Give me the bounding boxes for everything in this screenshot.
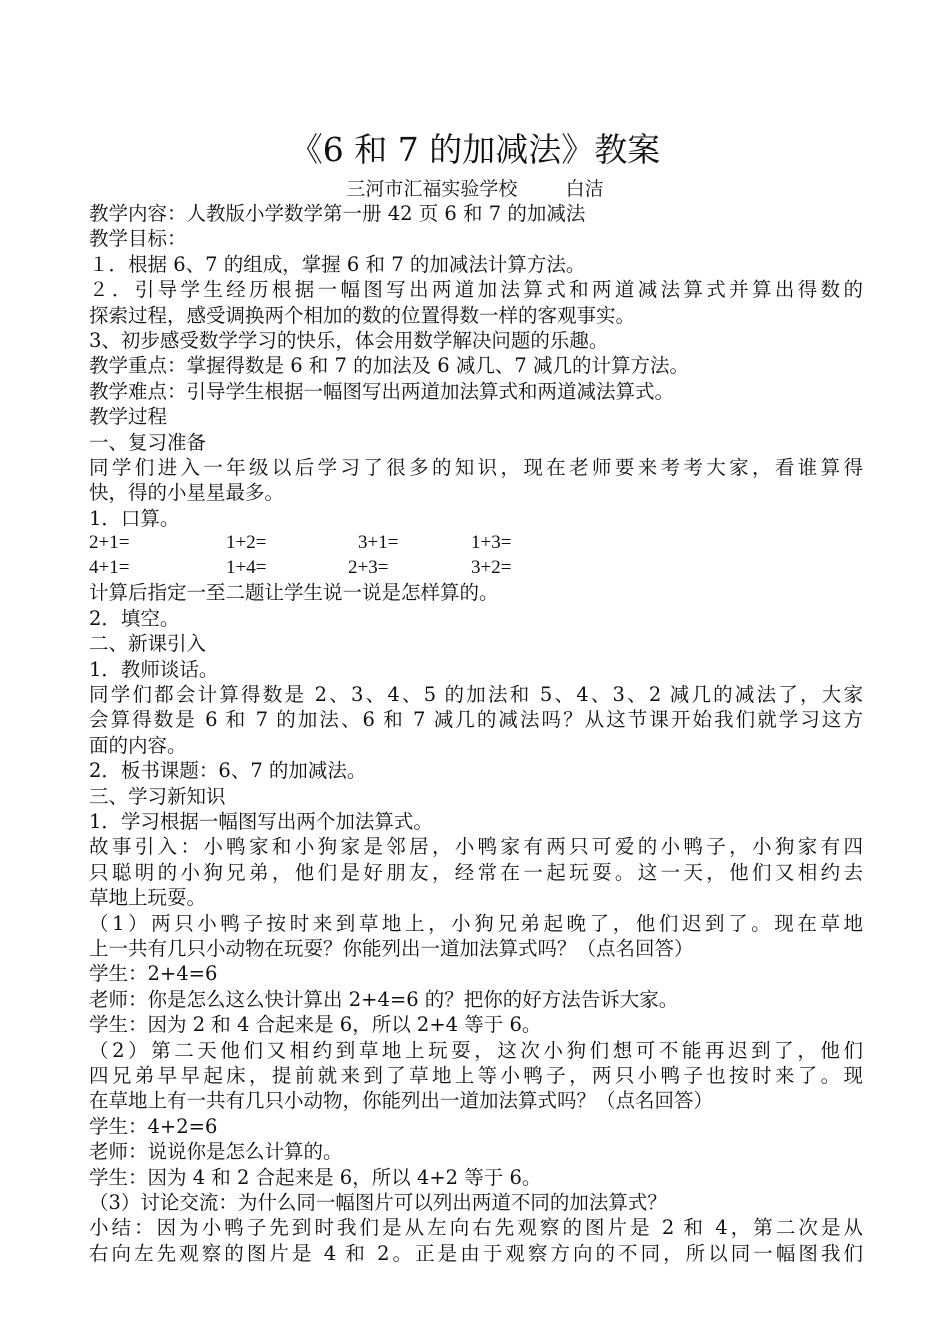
text-line: 教学目标：	[89, 227, 187, 251]
text-line: 同学们进入一年级以后学习了很多的知识，现在老师要来考考大家，看谁算得	[89, 456, 863, 480]
text-line: 教学内容：人教版小学数学第一册 42 页 6 和 7 的加减法	[89, 202, 586, 225]
section-heading: 三、学习新知识	[89, 784, 226, 808]
section-heading: 二、新课引入	[89, 632, 207, 656]
text-line: 探索过程，感受调换两个相加的数的位置得数一样的客观事实。	[89, 303, 636, 327]
text-line: 故事引入：小鸭家和小狗家是邻居，小鸭家有两只可爱的小鸭子，小狗家有四	[89, 835, 863, 859]
text-line: 2．填空。	[89, 606, 180, 630]
math-problem: 3+2=	[471, 556, 512, 578]
text-line: 只聪明的小狗兄弟，他们是好朋友，经常在一起玩耍。这一天，他们又相约去	[89, 860, 863, 884]
text-line: （2）第二天他们又相约到草地上玩耍，这次小狗们想可不能再迟到了，他们	[89, 1038, 863, 1062]
document-body	[89, 201, 863, 1266]
math-problem: 1+4=	[226, 556, 267, 578]
math-problem: 3+1=	[358, 532, 399, 554]
text-line: 1．教师谈话。	[89, 657, 219, 681]
text-line: （1）两只小鸭子按时来到草地上，小狗兄弟起晚了，他们迟到了。现在草地	[89, 911, 863, 935]
text-line: 1．口算。	[89, 506, 180, 530]
text-line: 面的内容。	[89, 733, 187, 757]
section-heading: 教学过程	[89, 405, 168, 429]
text-line: 1．学习根据一幅图写出两个加法算式。	[89, 809, 433, 833]
text-line: 会算得数是 6 和 7 的加法、6 和 7 减几的减法吗？从这节课开始我们就学习这方	[89, 708, 863, 732]
text-line: 2．板书课题：6、7 的加减法。	[89, 759, 367, 783]
text-line: 老师：说说你是怎么计算的。	[89, 1140, 343, 1164]
text-line: 教学难点：引导学生根据一幅图写出两道加法算式和两道减法算式。	[89, 379, 675, 403]
text-line: 学生：因为 4 和 2 合起来是 6，所以 4+2 等于 6。	[89, 1165, 542, 1189]
text-line: 计算后指定一至二题让学生说一说是怎样算的。	[89, 581, 499, 605]
text-line: 学生：因为 2 和 4 合起来是 6，所以 2+4 等于 6。	[89, 1013, 542, 1037]
oral-math-row	[89, 531, 863, 556]
text-line: 学生：2+4=6	[89, 962, 218, 986]
text-line: 小结：因为小鸭子先到时我们是从左向右先观察的图片是 2 和 4，第二次是从	[89, 1216, 863, 1240]
text-line: 教学重点：掌握得数是 6 和 7 的加法及 6 减几、7 减几的计算方法。	[89, 354, 690, 378]
math-problem: 1+2=	[226, 532, 267, 554]
text-line: 右向左先观察的图片是 4 和 2。正是由于观察方向的不同，所以同一幅图我们	[89, 1241, 863, 1265]
text-line: 快，得的小星星最多。	[89, 481, 285, 505]
text-line: 上一共有几只小动物在玩耍？你能列出一道加法算式吗？（点名回答）	[89, 936, 694, 960]
author-line: 三河市汇福实验学校 白洁	[346, 178, 604, 200]
text-line: 草地上玩耍。	[89, 886, 207, 910]
document-title: 《6 和 7 的加减法》教案	[289, 130, 661, 169]
section-heading: 一、复习准备	[89, 430, 207, 454]
text-line: 在草地上有一共有几只小动物，你能列出一道加法算式吗？（点名回答）	[89, 1089, 714, 1113]
math-problem: 2+3=	[348, 556, 389, 578]
text-line: 四兄弟早早起床，提前就来到了草地上等小鸭子，两只小鸭子也按时来了。现	[89, 1064, 863, 1087]
text-line: １．根据 6、7 的组成，掌握 6 和 7 的加减法计算方法。	[89, 252, 586, 276]
text-line: ２．引导学生经历根据一幅图写出两道加法算式和两道减法算式并算出得数的	[89, 278, 863, 302]
text-line: （3）讨论交流：为什么同一幅图片可以列出两道不同的加法算式？	[89, 1191, 667, 1215]
text-line: 学生：4+2=6	[89, 1114, 218, 1138]
text-line: 老师：你是怎么这么快计算出 2+4=6 的？把你的好方法告诉大家。	[89, 987, 679, 1011]
text-line: 同学们都会计算得数是 2、3、4、5 的加法和 5、4、3、2 减几的减法了，大家	[89, 682, 863, 706]
math-problem: 1+3=	[471, 532, 512, 554]
text-line: 3、初步感受数学学习的快乐，体会用数学解决问题的乐趣。	[89, 329, 609, 353]
oral-math-row	[89, 556, 863, 581]
math-problem: 2+1=	[89, 532, 130, 554]
math-problem: 4+1=	[89, 556, 130, 578]
